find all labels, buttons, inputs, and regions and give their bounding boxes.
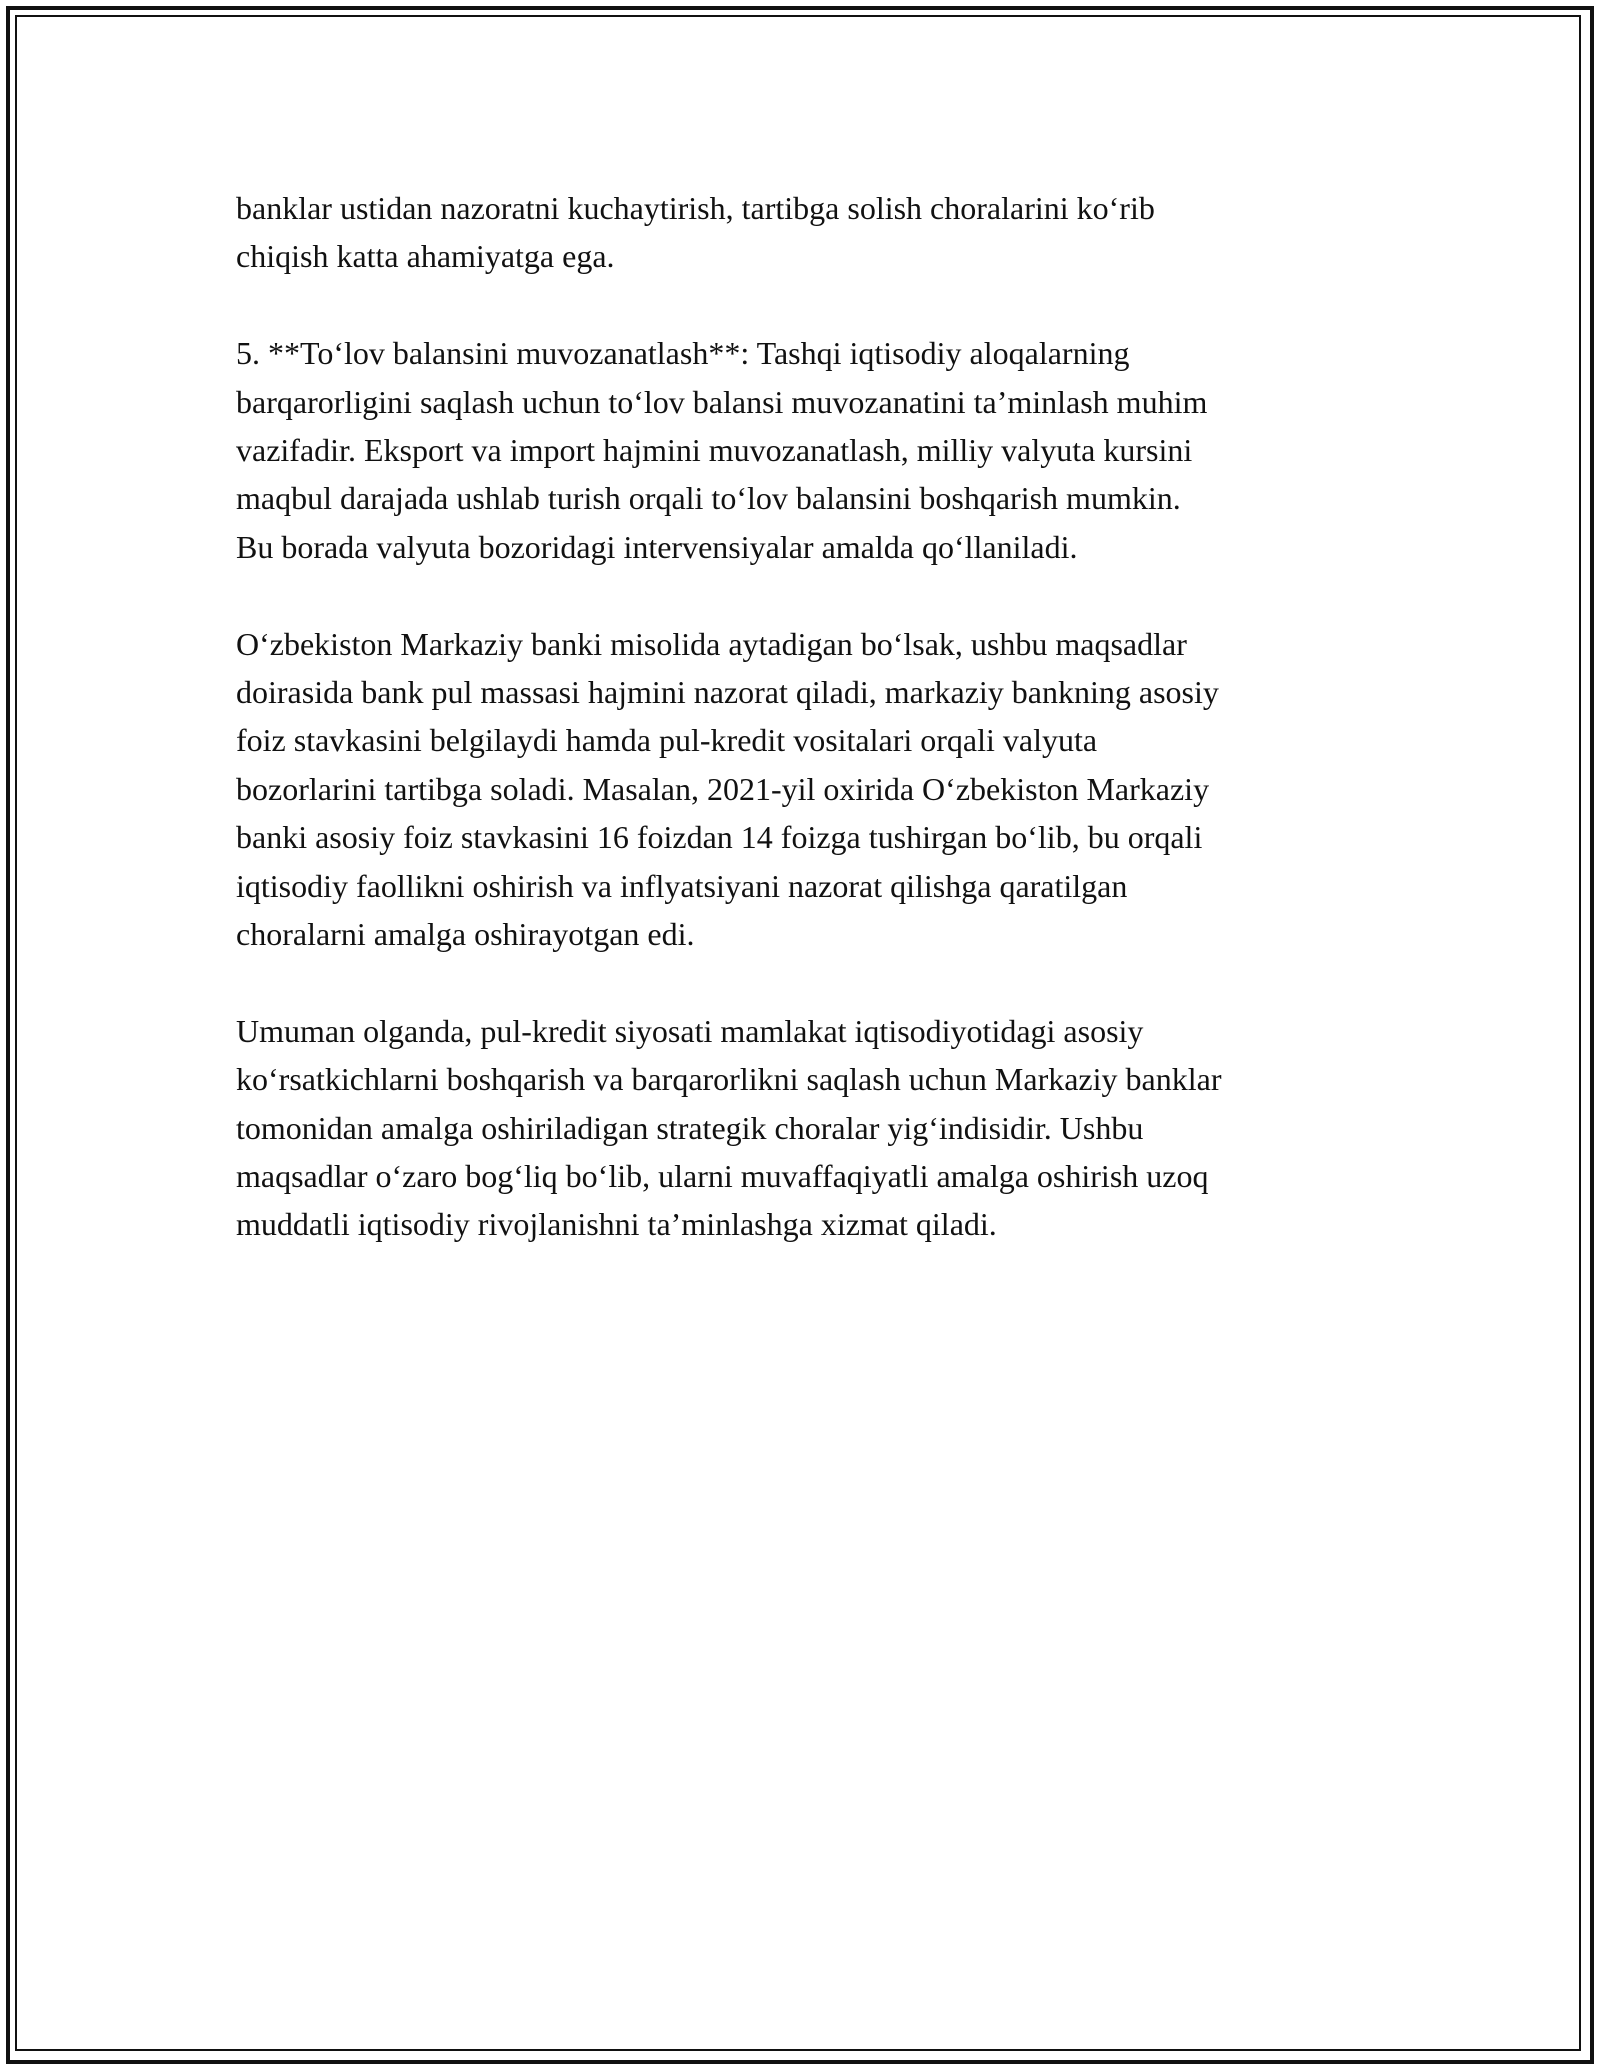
- text-line: 5. **Toʻlov balansini muvozanatlash**: Tashqi iqtisodiy aloqalarning: [236, 335, 1130, 372]
- paragraph-central-bank-example: [236, 620, 1376, 959]
- text-line: iqtisodiy faollikni oshirish va inflyatsiyani nazorat qilishga qaratilgan: [236, 867, 1128, 904]
- text-line: koʻrsatkichlarni boshqarish va barqarorlikni saqlash uchun Markaziy banklar: [236, 1061, 1222, 1098]
- text-line: barqarorligini saqlash uchun toʻlov balansi muvozanatini taʼminlash muhim: [236, 383, 1208, 420]
- text-line: doirasida bank pul massasi hajmini nazorat qiladi, markaziy bankning asosiy: [236, 674, 1219, 711]
- text-line: Bu borada valyuta bozoridagi intervensiyalar amalda qoʻllaniladi.: [236, 528, 1078, 565]
- text-line: banki asosiy foiz stavkasini 16 foizdan 14 foizga tushirgan boʻlib, bu orqali: [236, 819, 1203, 856]
- text-line: Umuman olganda, pul-kredit siyosati mamlakat iqtisodiyotidagi asosiy: [236, 1012, 1144, 1049]
- document-body: [236, 184, 1376, 1249]
- text-line: Oʻzbekiston Markaziy banki misolida aytadigan boʻlsak, ushbu maqsadlar: [236, 625, 1187, 662]
- text-line: tomonidan amalga oshiriladigan strategik choralar yigʻindisidir. Ushbu: [236, 1109, 1144, 1146]
- text-line: maqsadlar oʻzaro bogʻliq boʻlib, ularni muvaffaqiyatli amalga oshirish uzoq: [236, 1158, 1209, 1195]
- text-line: foiz stavkasini belgilaydi hamda pul-kredit vositalari orqali valyuta: [236, 722, 1098, 759]
- text-line: banklar ustidan nazoratni kuchaytirish, tartibga solish choralarini koʻrib: [236, 190, 1155, 226]
- paragraph-balance-of-payments: [236, 329, 1376, 571]
- text-line: bozorlarini tartibga soladi. Masalan, 2021-yil oxirida Oʻzbekiston Markaziy: [236, 770, 1210, 807]
- text-line: vazifadir. Eksport va import hajmini muvozanatlash, milliy valyuta kursini: [236, 432, 1193, 469]
- text-line: choralarni amalga oshirayotgan edi.: [236, 916, 695, 953]
- paragraph-banking-supervision: [236, 184, 1376, 281]
- text-line: muddatli iqtisodiy rivojlanishni taʼminlashga xizmat qiladi.: [236, 1206, 997, 1243]
- text-line: chiqish katta ahamiyatga ega.: [236, 238, 615, 275]
- paragraph-conclusion: [236, 1007, 1376, 1249]
- text-line: maqbul darajada ushlab turish orqali toʻlov balansini boshqarish mumkin.: [236, 480, 1181, 517]
